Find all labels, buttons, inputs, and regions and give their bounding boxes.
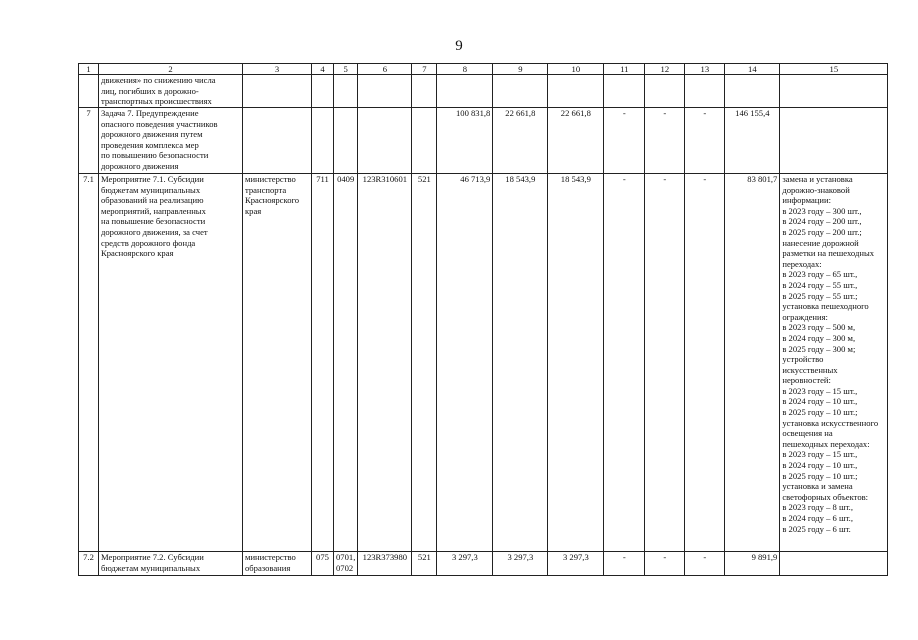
amount-col8: 100 831,8	[437, 108, 493, 174]
activity-name: Задача 7. Предупреждение опасного поведения участников дорожного движения путем проведения комплекса мер по повышению безопасности дорожного движения	[99, 108, 243, 174]
amount-col8	[437, 75, 493, 108]
total-amount	[725, 75, 780, 108]
section-code	[334, 108, 358, 174]
amount-col10: 3 297,3	[548, 552, 604, 576]
activity-name: движения» по снижению числа лиц, погибших в дорожно- транспортных происшествиях	[99, 75, 243, 108]
column-number: 9	[493, 64, 548, 75]
amount-col8: 3 297,3	[437, 552, 493, 576]
grbs-code: 711	[312, 174, 334, 552]
responsible-body	[243, 75, 312, 108]
responsible-body: министерство транспорта Красноярского края	[243, 174, 312, 552]
table-row	[79, 75, 888, 108]
column-number: 8	[437, 64, 493, 75]
expense-type-code	[412, 75, 437, 108]
column-number: 1	[79, 64, 99, 75]
amount-col10	[548, 75, 604, 108]
column-number-row	[79, 64, 888, 75]
amount-col13	[685, 75, 725, 108]
column-number: 3	[243, 64, 312, 75]
amount-col8: 46 713,9	[437, 174, 493, 552]
amount-col11: -	[604, 552, 645, 576]
amount-col9: 3 297,3	[493, 552, 548, 576]
column-number: 2	[99, 64, 243, 75]
amount-col13: -	[685, 552, 725, 576]
expected-result: замена и установка дорожно-знаковой информации: в 2023 году – 300 шт., в 2024 году – 200 шт., в 2025 году – 200 шт.; нанесение дорожной разметки на пешеходных переходах: в 2023 году – 65 шт., в 2024 году – 55 шт., в 2025 году – 55 шт.; установка пешеходного ограждения: в 2023 году – 500 м, в 2024 году – 300 м, в 2025 году – 300 м; устройство искусственных неровностей: в 2023 году – 15 шт., в 2024 году – 10 шт., в 2025 году – 10 шт.; установка искусственного освещения на пешеходных переходах: в 2023 году – 15 шт., в 2024 году – 10 шт., в 2025 году – 10 шт.; установка и замена светофорных объектов: в 2023 году – 8 шт., в 2024 году – 6 шт., в 2025 году – 6 шт.	[780, 174, 888, 552]
program-table	[78, 63, 888, 576]
activity-name: Мероприятие 7.2. Субсидии бюджетам муниципальных	[99, 552, 243, 576]
amount-col12	[645, 75, 685, 108]
column-number: 13	[685, 64, 725, 75]
row-number: 7.1	[79, 174, 99, 552]
target-code: 123R373980	[358, 552, 412, 576]
amount-col9: 18 543,9	[493, 174, 548, 552]
row-number: 7	[79, 108, 99, 174]
section-code	[334, 75, 358, 108]
row-number: 7.2	[79, 552, 99, 576]
amount-col9: 22 661,8	[493, 108, 548, 174]
total-amount: 146 155,4	[725, 108, 780, 174]
column-number: 11	[604, 64, 645, 75]
expense-type-code: 521	[412, 552, 437, 576]
amount-col13: -	[685, 174, 725, 552]
responsible-body: министерство образования	[243, 552, 312, 576]
column-number: 7	[412, 64, 437, 75]
column-number: 12	[645, 64, 685, 75]
amount-col10: 18 543,9	[548, 174, 604, 552]
expected-result	[780, 108, 888, 174]
expected-result	[780, 75, 888, 108]
column-number: 6	[358, 64, 412, 75]
target-code	[358, 75, 412, 108]
section-code: 0701, 0702	[334, 552, 358, 576]
amount-col11	[604, 75, 645, 108]
target-code	[358, 108, 412, 174]
amount-col10: 22 661,8	[548, 108, 604, 174]
amount-col9	[493, 75, 548, 108]
table-row	[79, 174, 888, 552]
grbs-code	[312, 75, 334, 108]
responsible-body	[243, 108, 312, 174]
amount-col13: -	[685, 108, 725, 174]
amount-col12: -	[645, 108, 685, 174]
amount-col11: -	[604, 108, 645, 174]
amount-col12: -	[645, 552, 685, 576]
total-amount: 83 801,7	[725, 174, 780, 552]
column-number: 10	[548, 64, 604, 75]
target-code: 123R310601	[358, 174, 412, 552]
column-number: 14	[725, 64, 780, 75]
expected-result	[780, 552, 888, 576]
grbs-code: 075	[312, 552, 334, 576]
amount-col12: -	[645, 174, 685, 552]
row-number	[79, 75, 99, 108]
expense-type-code: 521	[412, 174, 437, 552]
grbs-code	[312, 108, 334, 174]
table-row	[79, 108, 888, 174]
expense-type-code	[412, 108, 437, 174]
page-number: 9	[455, 38, 463, 54]
table-row	[79, 552, 888, 576]
section-code: 0409	[334, 174, 358, 552]
amount-col11: -	[604, 174, 645, 552]
column-number: 15	[780, 64, 888, 75]
total-amount: 9 891,9	[725, 552, 780, 576]
column-number: 5	[334, 64, 358, 75]
activity-name: Мероприятие 7.1. Субсидии бюджетам муниципальных образований на реализацию мероприятий, направленных на повышение безопасности дорожного движения, за счет средств дорожного фонда Красноярского края	[99, 174, 243, 552]
column-number: 4	[312, 64, 334, 75]
